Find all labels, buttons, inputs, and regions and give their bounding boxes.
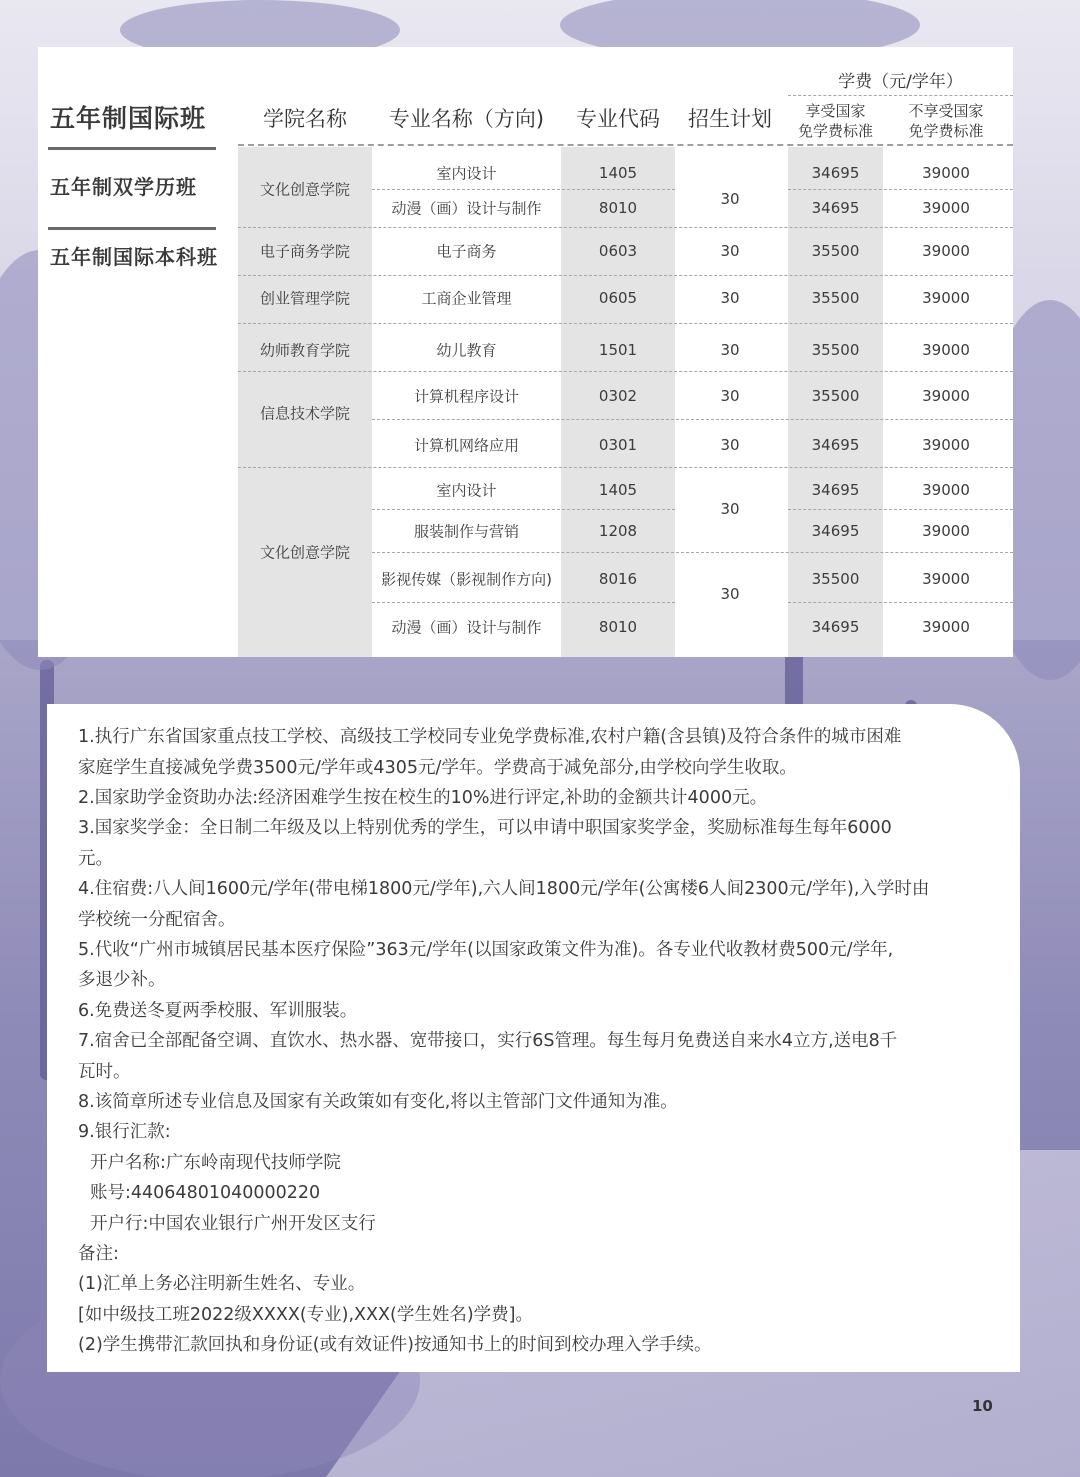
plan-cell: 30 <box>720 242 740 260</box>
code-cell: 8010 <box>598 618 638 636</box>
note-line: 5.代收“广州市城镇居民基本医疗保险”363元/学年(以国家政策文件为准)。各专业代收教材费500元/学年, <box>78 940 894 960</box>
plan-cell: 30 <box>720 289 740 307</box>
major-cell: 室内设计 <box>436 481 497 500</box>
fee-without-cell: 39000 <box>922 199 970 217</box>
note-line: 1.执行广东省国家重点技工学校、高级技工学校同专业免学费标准,农村户籍(含县镇)及符合条件的城市困难 <box>78 727 902 747</box>
note-line: 2.国家助学金资助办法:经济困难学生按在校生的10%进行评定,补助的金额共计4000元。 <box>78 788 768 808</box>
code-cell: 1501 <box>598 341 638 359</box>
header-plan: 招生计划 <box>688 107 772 131</box>
header-college: 学院名称 <box>263 107 347 131</box>
note-line: 3.国家奖学金：全日制二年级及以上特别优秀的学生，可以申请中职国家奖学金，奖励标准每生每年6000 <box>78 818 892 838</box>
code-cell: 0603 <box>598 242 638 260</box>
fee-without-cell: 39000 <box>922 164 970 182</box>
code-cell: 1405 <box>598 481 638 499</box>
fee-with-cell: 34695 <box>811 522 860 540</box>
plan-cell: 30 <box>720 190 740 208</box>
note-line: 瓦时。 <box>78 1062 131 1082</box>
fee-with-cell: 35500 <box>811 289 860 307</box>
bank-account-number: 账号:44064801040000220 <box>90 1183 321 1203</box>
fee-without-cell: 39000 <box>922 387 970 405</box>
code-cell: 0301 <box>598 436 638 454</box>
fee-with-cell: 34695 <box>811 481 860 499</box>
fee-with-cell: 34695 <box>811 436 860 454</box>
college-cell: 文化创意学院 <box>259 180 350 199</box>
major-cell: 室内设计 <box>436 164 497 183</box>
code-cell: 1208 <box>598 522 638 540</box>
header-code: 专业代码 <box>576 107 660 131</box>
fee-without-cell: 39000 <box>922 289 970 307</box>
major-cell: 工商企业管理 <box>421 289 512 308</box>
tab-international[interactable]: 五年制国际班 <box>50 104 207 133</box>
tuition-table-panel <box>38 47 1013 657</box>
code-cell: 0605 <box>598 289 638 307</box>
college-cell: 创业管理学院 <box>259 289 350 308</box>
college-cell: 文化创意学院 <box>259 543 350 562</box>
major-cell: 动漫（画）设计与制作 <box>391 618 542 637</box>
header-fee-with-line2: 免学费标准 <box>797 122 873 140</box>
header-fee-without-line2: 免学费标准 <box>908 122 984 140</box>
tab-international-undergrad[interactable]: 五年制国际本科班 <box>50 245 218 269</box>
plan-cell: 30 <box>720 500 740 518</box>
code-cell: 0302 <box>598 387 638 405</box>
major-cell: 影视传媒（影视制作方向) <box>381 570 552 589</box>
fee-without-cell: 39000 <box>922 242 970 260</box>
fee-without-cell: 39000 <box>922 570 970 588</box>
note-line: 元。 <box>78 849 113 869</box>
fee-without-cell: 39000 <box>922 436 970 454</box>
fee-with-cell: 35500 <box>811 242 860 260</box>
note-line: 9.银行汇款: <box>78 1122 171 1142</box>
fee-with-cell: 35500 <box>811 387 860 405</box>
plan-cell: 30 <box>720 585 740 603</box>
note-line: [如中级技工班2022级XXXX(专业),XXX(学生姓名)学费]。 <box>78 1305 533 1325</box>
fee-with-cell: 34695 <box>811 164 860 182</box>
note-line: 8.该简章所述专业信息及国家有关政策如有变化,将以主管部门文件通知为准。 <box>78 1092 678 1112</box>
bank-account-name: 开户名称:广东岭南现代技师学院 <box>90 1153 341 1173</box>
fee-with-cell: 35500 <box>811 341 860 359</box>
tab-divider <box>48 227 216 230</box>
tab-dual-degree[interactable]: 五年制双学历班 <box>50 175 197 199</box>
header-major: 专业名称（方向) <box>388 107 545 131</box>
note-line: 6.免费送冬夏两季校服、军训服装。 <box>78 1001 358 1021</box>
plan-cell: 30 <box>720 387 740 405</box>
major-cell: 动漫（画）设计与制作 <box>391 199 542 218</box>
fee-without-cell: 39000 <box>922 481 970 499</box>
fee-with-cell: 34695 <box>811 618 860 636</box>
major-cell: 计算机网络应用 <box>413 436 519 455</box>
major-cell: 电子商务 <box>436 242 497 261</box>
fee-without-cell: 39000 <box>922 341 970 359</box>
fee-with-cell: 34695 <box>811 199 860 217</box>
note-line: 7.宿舍已全部配备空调、直饮水、热水器、宽带接口，实行6S管理。每生每月免费送自来水4立方,送电8千 <box>78 1031 898 1051</box>
major-cell: 服装制作与营销 <box>413 522 519 541</box>
note-line: (2)学生携带汇款回执和身份证(或有效证件)按通知书上的时间到校办理入学手续。 <box>78 1335 712 1355</box>
fee-with-cell: 35500 <box>811 570 860 588</box>
tab-divider <box>48 147 216 150</box>
header-fee-group: 学费（元/学年） <box>838 72 963 92</box>
header-fee-with-line1: 享受国家 <box>805 102 866 120</box>
note-line: (1)汇单上务必注明新生姓名、专业。 <box>78 1274 366 1294</box>
major-cell: 幼儿教育 <box>436 341 497 360</box>
plan-cell: 30 <box>720 436 740 454</box>
fee-without-cell: 39000 <box>922 522 970 540</box>
note-line: 学校统一分配宿舍。 <box>78 910 236 930</box>
code-cell: 8016 <box>598 570 638 588</box>
note-line: 备注: <box>78 1244 119 1264</box>
note-line: 多退少补。 <box>78 970 166 990</box>
college-cell: 电子商务学院 <box>259 242 350 261</box>
fee-without-cell: 39000 <box>922 618 970 636</box>
note-line: 家庭学生直接减免学费3500元/学年或4305元/学年。学费高于减免部分,由学校向学生收取。 <box>78 758 797 778</box>
college-cell: 幼师教育学院 <box>259 341 350 360</box>
bank-branch: 开户行:中国农业银行广州开发区支行 <box>90 1214 376 1234</box>
header-fee-without-line1: 不享受国家 <box>908 102 984 120</box>
code-cell: 8010 <box>598 199 638 217</box>
notes-panel <box>47 704 1020 1372</box>
page-number: 10 <box>972 1397 993 1415</box>
major-cell: 计算机程序设计 <box>413 387 519 406</box>
plan-cell: 30 <box>720 341 740 359</box>
note-line: 4.住宿费:八人间1600元/学年(带电梯1800元/学年),六人间1800元/学年(公寓楼6人间2300元/学年),入学时由 <box>78 879 930 899</box>
code-cell: 1405 <box>598 164 638 182</box>
college-cell: 信息技术学院 <box>259 404 350 423</box>
